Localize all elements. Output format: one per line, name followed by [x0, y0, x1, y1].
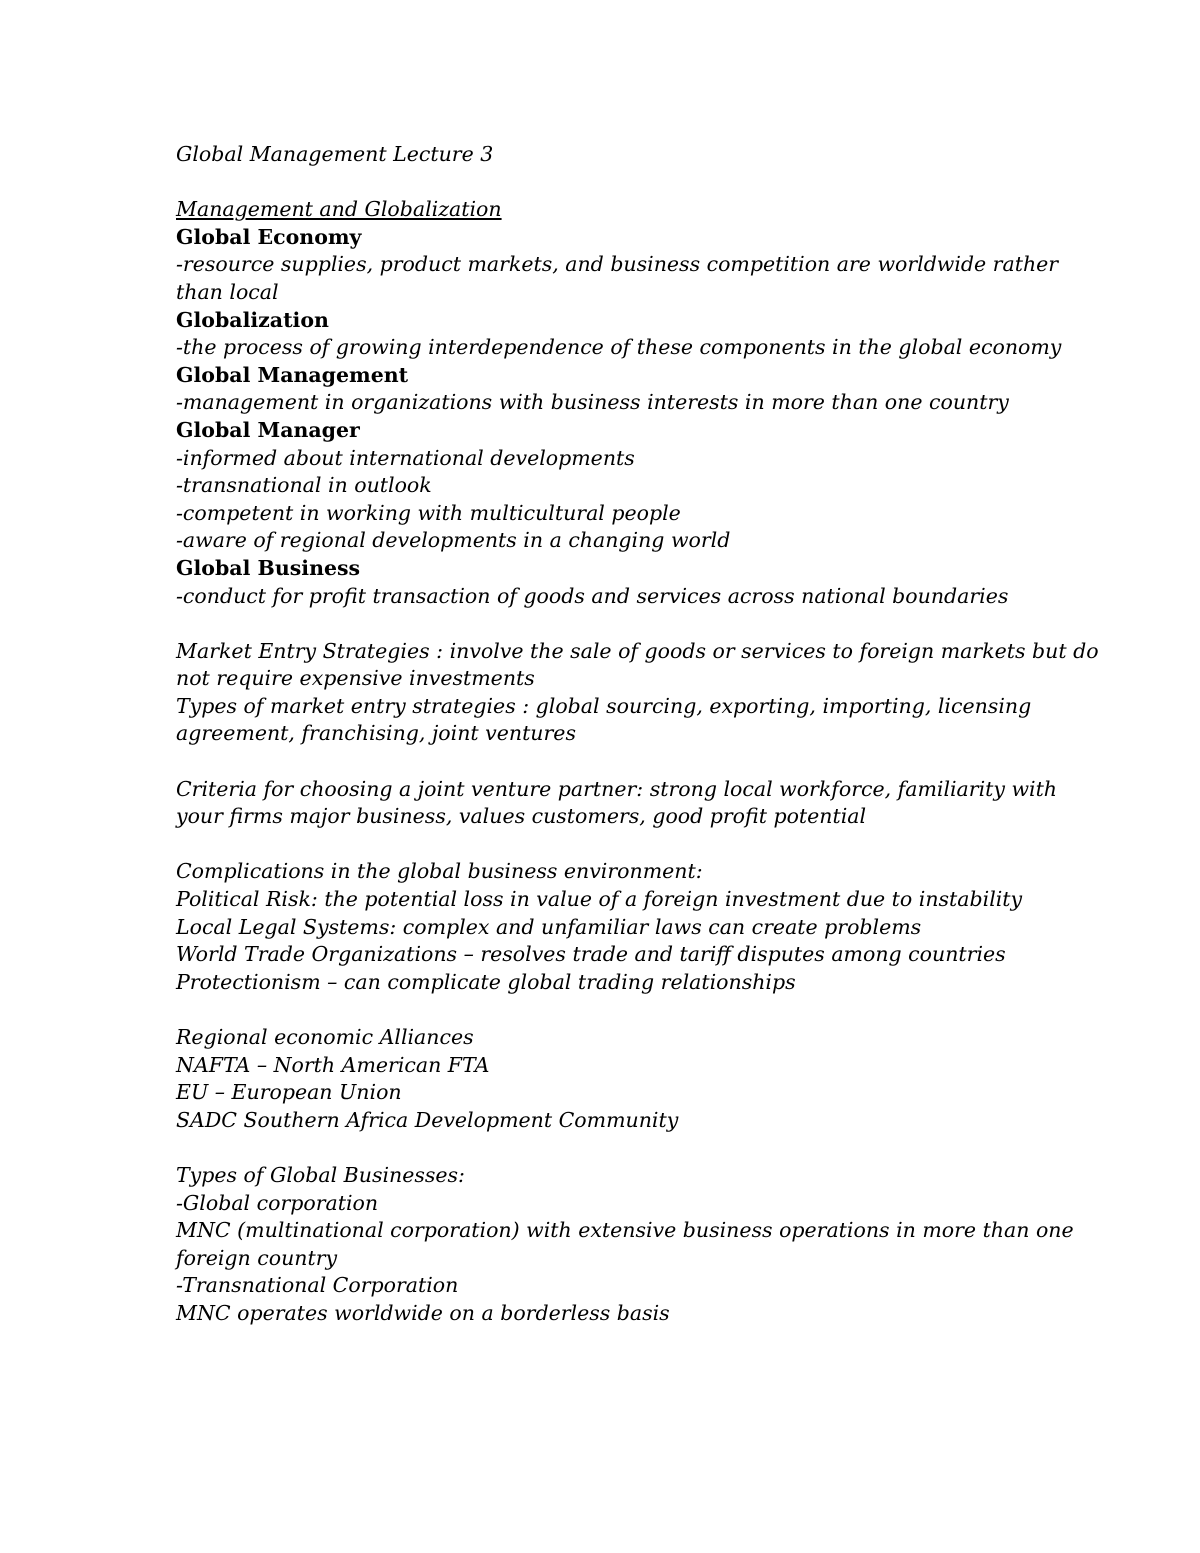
business-types-line: -Global corporation: [176, 1190, 379, 1215]
joint-venture-line: your firms major business, values customers, good profit potential: [176, 804, 867, 829]
business-types-line: MNC operates worldwide on a borderless basis: [176, 1300, 670, 1325]
document-page: [176, 141, 1099, 1328]
definition-line: -resource supplies, product markets, and business competition are worldwide rather: [176, 252, 1059, 277]
term-heading: Global Business: [176, 555, 361, 580]
definition-line: -the process of growing interdependence of these components in the global economy: [176, 335, 1062, 360]
definition-line: than local: [176, 279, 279, 304]
section-heading: Management and Globalization: [176, 197, 502, 222]
definition-line: -competent in working with multicultural people: [176, 500, 681, 525]
market-entry-line: agreement, franchising, joint ventures: [176, 721, 576, 746]
business-types-line: foreign country: [176, 1245, 338, 1270]
joint-venture-line: Criteria for choosing a joint venture partner: strong local workforce, familiarity with: [176, 776, 1058, 801]
term-heading: Global Manager: [176, 417, 360, 442]
complications-line: Complications in the global business environment:: [176, 859, 703, 884]
term-heading: Global Economy: [176, 224, 362, 249]
business-types-line: MNC (multinational corporation) with extensive business operations in more than one: [176, 1218, 1074, 1243]
market-entry-line: not require expensive investments: [176, 666, 535, 691]
document-title: Global Management Lecture 3: [176, 142, 494, 166]
business-types-line: -Transnational Corporation: [176, 1273, 459, 1298]
definition-line: -conduct for profit transaction of goods and services across national boundaries: [176, 583, 1009, 608]
complications-line: World Trade Organizations – resolves trade and tariff disputes among countries: [176, 942, 1006, 967]
alliances-line: EU – European Union: [176, 1080, 402, 1105]
spacer: [176, 996, 1056, 1024]
spacer: [176, 1134, 1056, 1162]
spacer: [176, 169, 1056, 197]
complications-line: Protectionism – can complicate global trading relationships: [176, 969, 796, 994]
spacer: [176, 610, 1056, 638]
definition-line: -transnational in outlook: [176, 473, 432, 498]
term-heading: Global Management: [176, 362, 409, 387]
alliances-line: SADC Southern Africa Development Community: [176, 1107, 679, 1132]
spacer: [176, 748, 1056, 776]
alliances-line: NAFTA – North American FTA: [176, 1052, 490, 1077]
business-types-line: Types of Global Businesses:: [176, 1162, 465, 1187]
complications-line: Local Legal Systems: complex and unfamiliar laws can create problems: [176, 914, 922, 939]
definition-line: -informed about international developments: [176, 445, 635, 470]
definition-line: -aware of regional developments in a changing world: [176, 528, 731, 553]
market-entry-line: Types of market entry strategies : global sourcing, exporting, importing, licensing: [176, 693, 1032, 718]
market-entry-line: Market Entry Strategies : involve the sale of goods or services to foreign markets but do: [176, 638, 1099, 663]
alliances-line: Regional economic Alliances: [176, 1025, 474, 1049]
complications-line: Political Risk: the potential loss in value of a foreign investment due to instability: [176, 887, 1023, 912]
term-heading: Globalization: [176, 307, 329, 332]
definition-line: -management in organizations with business interests in more than one country: [176, 390, 1009, 415]
spacer: [176, 831, 1056, 859]
